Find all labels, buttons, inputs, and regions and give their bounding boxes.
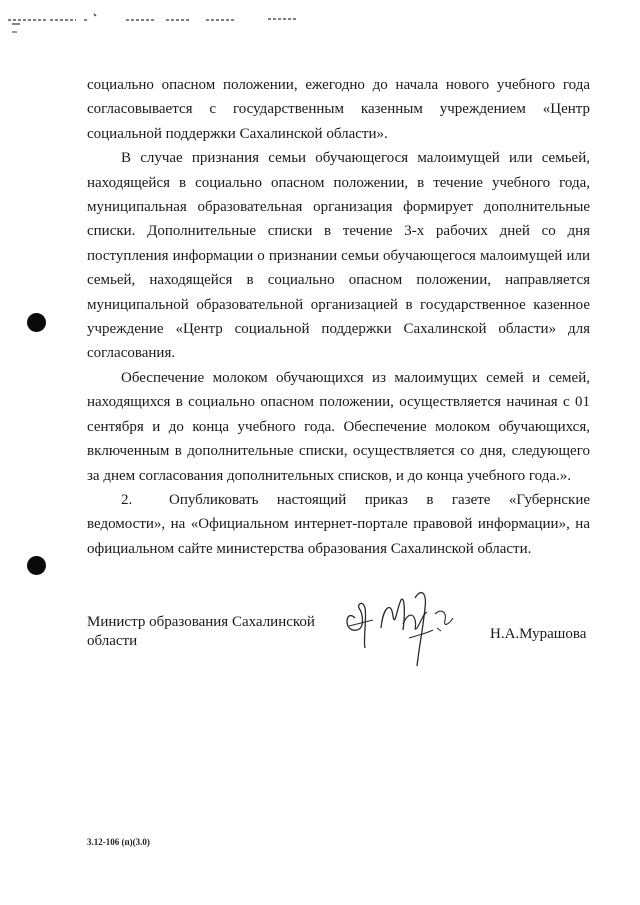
paragraph-additional-lists: В случае признания семьи обучающегося малоимущей или семьей, находящейся в социально опасном положении, в течение учебного года, муниципальная образовательная организация формирует дополнительные списки. Дополнительные списки в течение 3-х рабочих дней со дня поступления информации о признании семьи обучающегося малоимущей или семьей, находящейся в социально опасном положении, направляется муниципальной образовательной организацией в государственное казенное учреждение «Центр социальной поддержки Сахалинской области» для согласования.	[87, 150, 590, 362]
punch-hole	[27, 556, 46, 575]
item-text: Опубликовать настоящий приказ в газете «Губернские ведомости», на «Официальном интернет-портале правовой информации», на официальном сайте министерства образования Сахалинской области.	[87, 491, 590, 557]
document-body	[87, 73, 590, 561]
paragraph-continuation: социально опасном положении, ежегодно до начала нового учебного года согласовывается с государственным казенным учреждением «Центр социальной поддержки Сахалинской области».	[87, 77, 590, 142]
paragraph-milk-provision: Обеспечение молоком обучающихся из малоимущих семей и семей, находящихся в социально опасном положении, осуществляется начиная с 01 сентября и до конца учебного года. Обеспечение молоком обучающихся, включенным в дополнительные списки, осуществляется со дня, следующего за днем согласования дополнительных списков, и до конца учебного года.».	[87, 369, 590, 484]
scan-speck	[12, 31, 17, 33]
item-number: 2.	[121, 491, 133, 508]
punch-hole	[27, 313, 46, 332]
signatory-name: Н.А.Мурашова	[490, 626, 587, 642]
handwritten-signature	[335, 578, 460, 673]
numbered-item-2	[87, 488, 590, 561]
signatory-position: Министр образования Сахалинской области	[87, 614, 315, 649]
document-code: 3.12-106 (п)(3.0)	[87, 837, 150, 847]
scan-artifact-top	[6, 12, 326, 26]
